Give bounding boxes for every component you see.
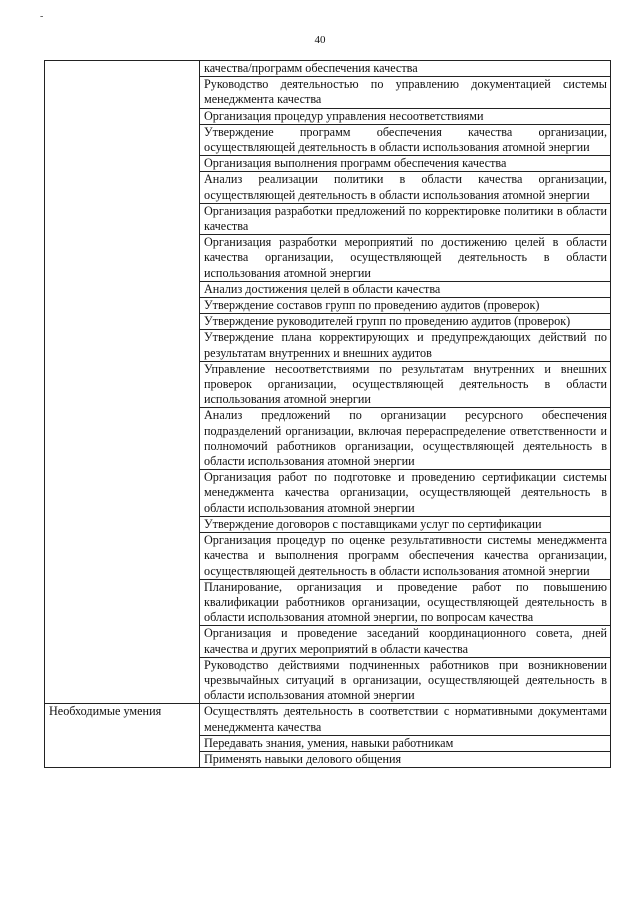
table-cell-item: Утверждение составов групп по проведению аудитов (проверок)	[200, 298, 611, 314]
table-cell-item: Организация работ по подготовке и проведению сертификации системы менеджмента качества организации, осуществляющей деятельность в области использования атомной энергии	[200, 470, 611, 517]
table-cell-item: качества/программ обеспечения качества	[200, 61, 611, 77]
competency-table-body	[45, 61, 611, 768]
table-cell-item: Организация разработки мероприятий по достижению целей в области качества организации, осуществляющей деятельность в области использования атомной энергии	[200, 235, 611, 282]
page-number: 40	[314, 34, 326, 46]
table-cell-item: Применять навыки делового общения	[200, 751, 611, 767]
table-row	[45, 61, 611, 77]
table-cell-item: Организация процедур по оценке результативности системы менеджмента качества и выполнения программ обеспечения качества организации, осуществляющей деятельность в области использования атомной энергии	[200, 533, 611, 580]
table-cell-item: Управление несоответствиями по результатам внутренних и внешних проверок организации, осуществляющей деятельность в области использования атомной энергии	[200, 361, 611, 408]
table-cell-item: Организация и проведение заседаний координационного совета, дней качества и других мероприятий в области качества	[200, 626, 611, 657]
table-cell-item: Руководство деятельностью по управлению документацией системы менеджмента качества	[200, 77, 611, 108]
table-cell-item: Организация процедур управления несоответствиями	[200, 108, 611, 124]
section-label: Необходимые умения	[45, 704, 200, 768]
table-cell-item: Утверждение руководителей групп по проведению аудитов (проверок)	[200, 314, 611, 330]
table-cell-item: Утверждение программ обеспечения качества организации, осуществляющей деятельность в области использования атомной энергии	[200, 124, 611, 155]
table-cell-item: Передавать знания, умения, навыки работникам	[200, 735, 611, 751]
table-row	[45, 704, 611, 735]
competency-table	[44, 60, 611, 768]
table-cell-item: Организация разработки предложений по корректировке политики в области качества	[200, 203, 611, 234]
table-cell-item: Утверждение договоров с поставщиками услуг по сертификации	[200, 516, 611, 532]
table-cell-item: Анализ достижения целей в области качества	[200, 281, 611, 297]
table-cell-item: Руководство действиями подчиненных работников при возникновении чрезвычайных ситуаций в организации, осуществляющей деятельность в области использования атомной энергии	[200, 657, 611, 704]
table-cell-item: Анализ реализации политики в области качества организации, осуществляющей деятельность в области использования атомной энергии	[200, 172, 611, 203]
table-cell-item: Осуществлять деятельность в соответствии с нормативными документами менеджмента качества	[200, 704, 611, 735]
table-cell-item: Организация выполнения программ обеспечения качества	[200, 156, 611, 172]
section-label	[45, 61, 200, 704]
corner-mark: -	[40, 11, 44, 22]
table-cell-item: Утверждение плана корректирующих и предупреждающих действий по результатам внутренних и внешних аудитов	[200, 330, 611, 361]
table-cell-item: Анализ предложений по организации ресурсного обеспечения подразделений организации, включая перераспределение ответственности и полномочий работников организации, осуществляющей деятельность в области использования атомной энергии	[200, 408, 611, 470]
table-cell-item: Планирование, организация и проведение работ по повышению квалификации работников организации, осуществляющей деятельность в области использования атомной энергии, по вопросам качества	[200, 579, 611, 626]
